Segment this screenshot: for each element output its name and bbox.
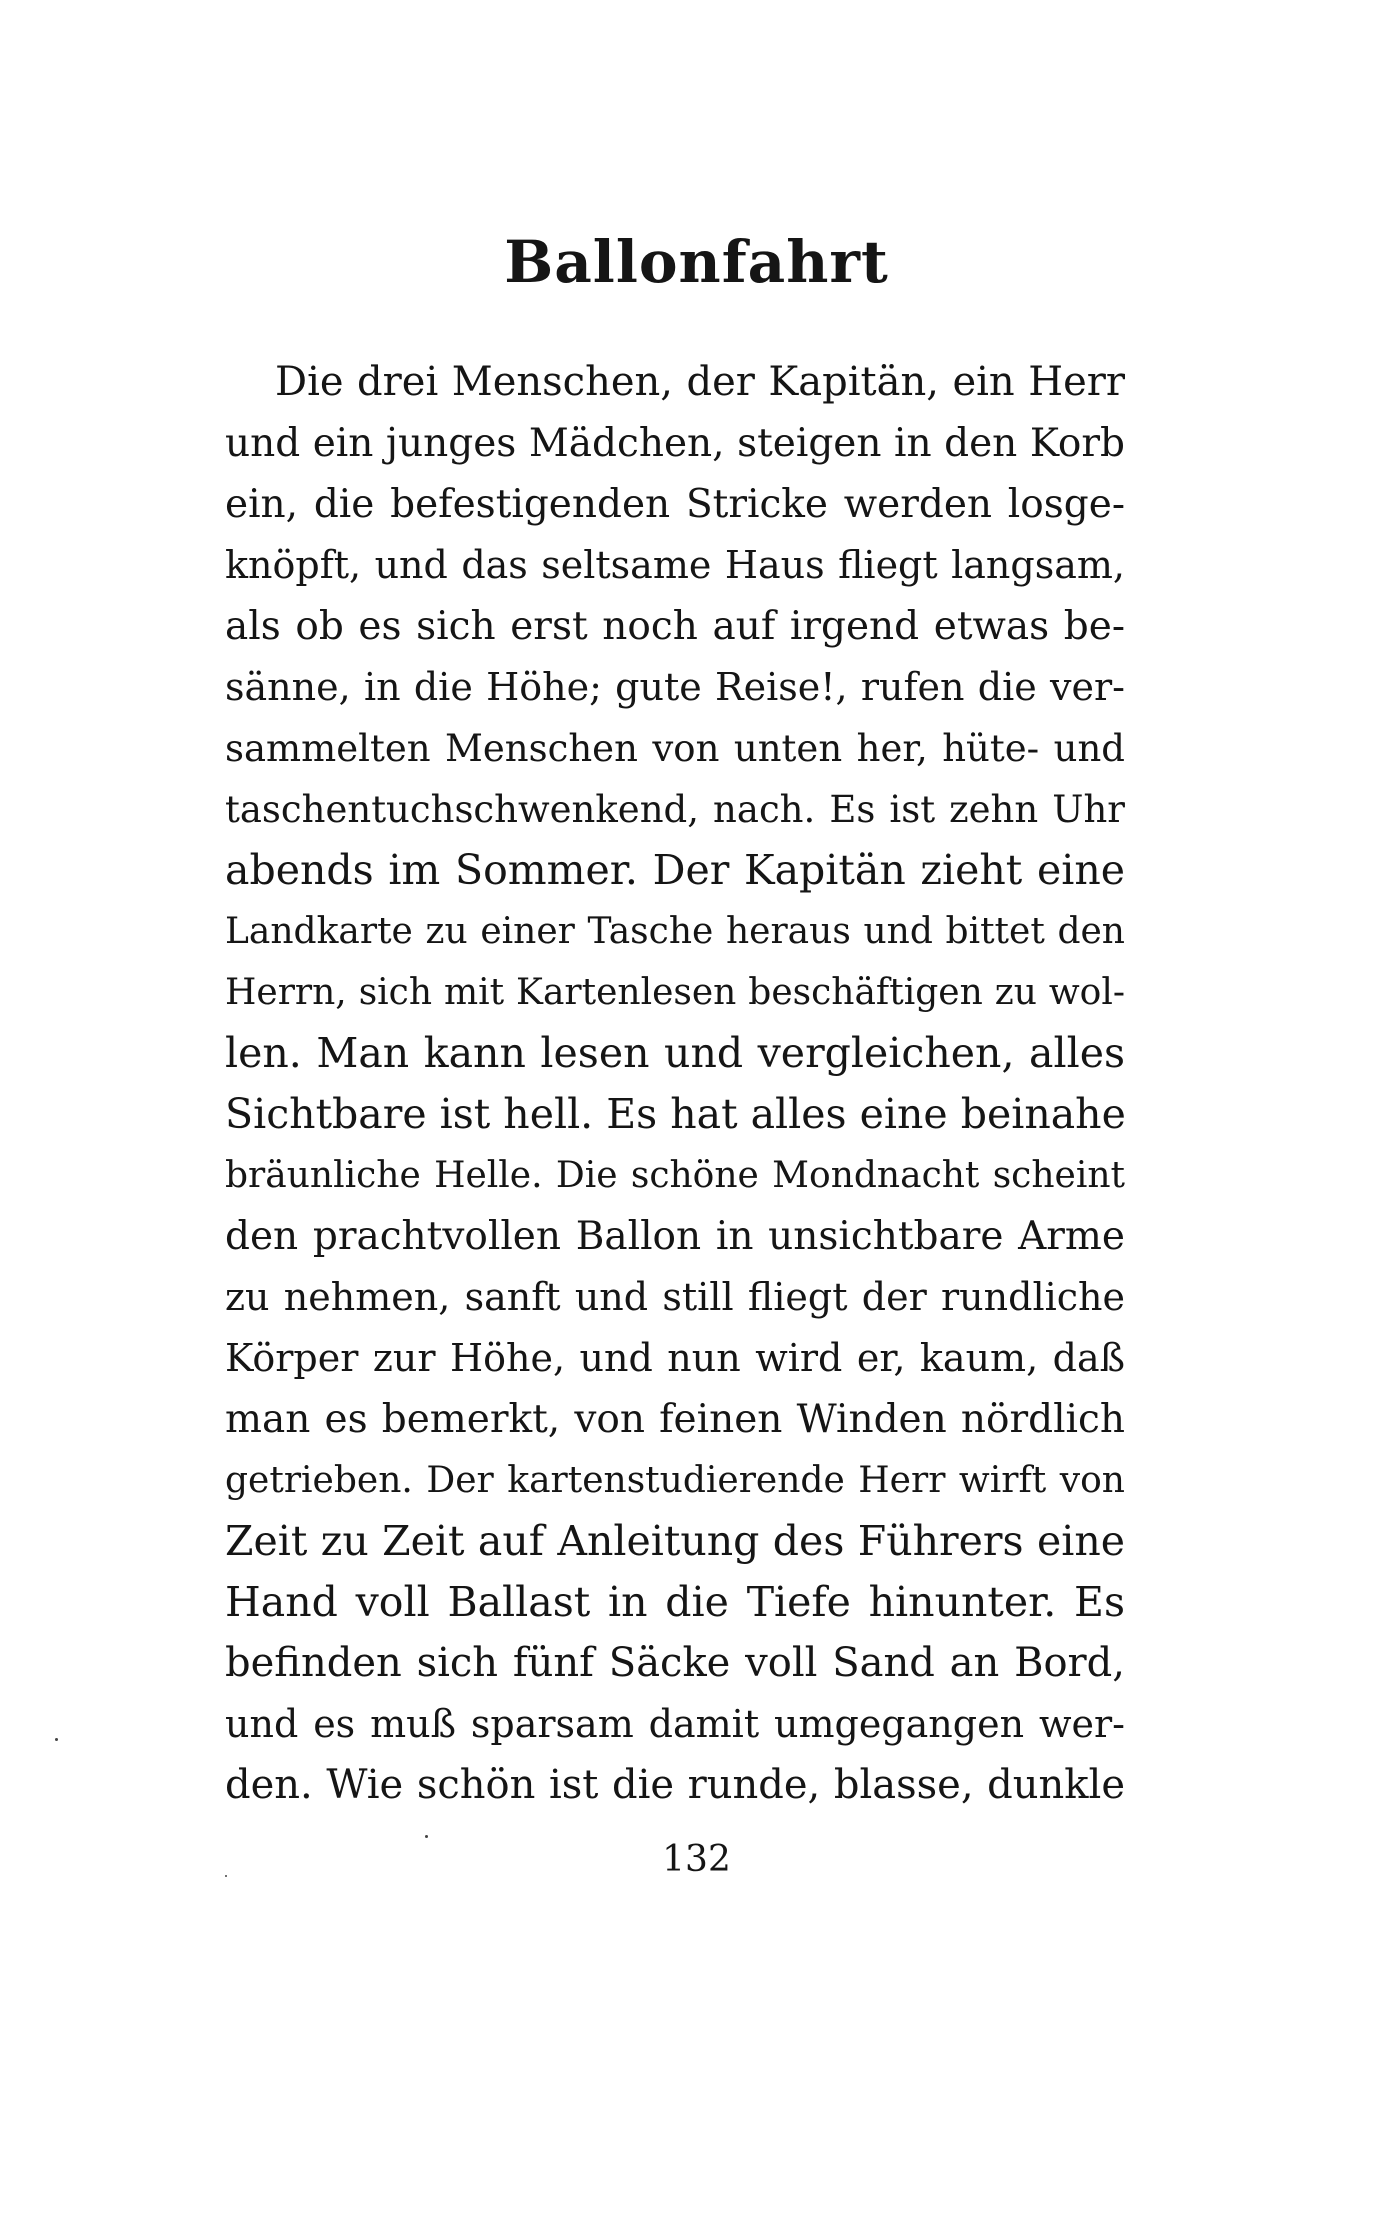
text-line: knöpft, und das seltsame Haus fliegt langsam, <box>225 543 1125 587</box>
text-line: und es muß sparsam damit umgegangen wer- <box>225 1702 1125 1746</box>
text-line: getrieben. Der kartenstudierende Herr wirft von <box>225 1460 1125 1501</box>
text-line: abends im Sommer. Der Kapitän zieht eine <box>225 846 1125 894</box>
text-line: Die drei Menschen, der Kapitän, ein Herr <box>275 359 1125 405</box>
text-line: len. Man kann lesen und vergleichen, alles <box>225 1029 1125 1077</box>
text-line: Körper zur Höhe, und nun wird er, kaum, daß <box>225 1336 1125 1380</box>
text-line: ein, die befestigenden Stricke werden losge- <box>225 482 1125 527</box>
text-line: Hand voll Ballast in die Tiefe hinunter. Es <box>225 1578 1125 1626</box>
text-line: Landkarte zu einer Tasche heraus und bittet den <box>225 911 1125 952</box>
text-line: sänne, in die Höhe; gute Reise!, rufen die ver- <box>225 665 1125 709</box>
text-line: den. Wie schön ist die runde, blasse, dunkle <box>225 1762 1125 1808</box>
text-line: und ein junges Mädchen, steigen in den Korb <box>225 421 1125 466</box>
scan-speck <box>225 1875 227 1877</box>
body-text <box>225 352 1125 1816</box>
scan-speck <box>55 1738 58 1741</box>
text-line: zu nehmen, sanft und still fliegt der rundliche <box>225 1275 1125 1319</box>
text-line: Zeit zu Zeit auf Anleitung des Führers eine <box>225 1517 1125 1565</box>
text-line: befinden sich fünf Säcke voll Sand an Bord, <box>225 1640 1125 1686</box>
text-line: den prachtvollen Ballon in unsichtbare Arme <box>225 1214 1125 1259</box>
page-number: 132 <box>662 1839 731 1880</box>
text-line: Herrn, sich mit Kartenlesen beschäftigen zu wol- <box>225 972 1125 1013</box>
text-line: taschentuchschwenkend, nach. Es ist zehn Uhr <box>225 788 1125 831</box>
text-line: sammelten Menschen von unten her, hüte- und <box>225 727 1125 770</box>
text-line: als ob es sich erst noch auf irgend etwas be- <box>225 604 1125 649</box>
chapter-title: Ballonfahrt <box>504 228 889 296</box>
scan-speck <box>425 1835 428 1838</box>
text-line: Sichtbare ist hell. Es hat alles eine beinahe <box>225 1090 1126 1138</box>
text-line: bräunliche Helle. Die schöne Mondnacht scheint <box>225 1155 1125 1196</box>
text-line: man es bemerkt, von feinen Winden nördlich <box>225 1397 1125 1442</box>
